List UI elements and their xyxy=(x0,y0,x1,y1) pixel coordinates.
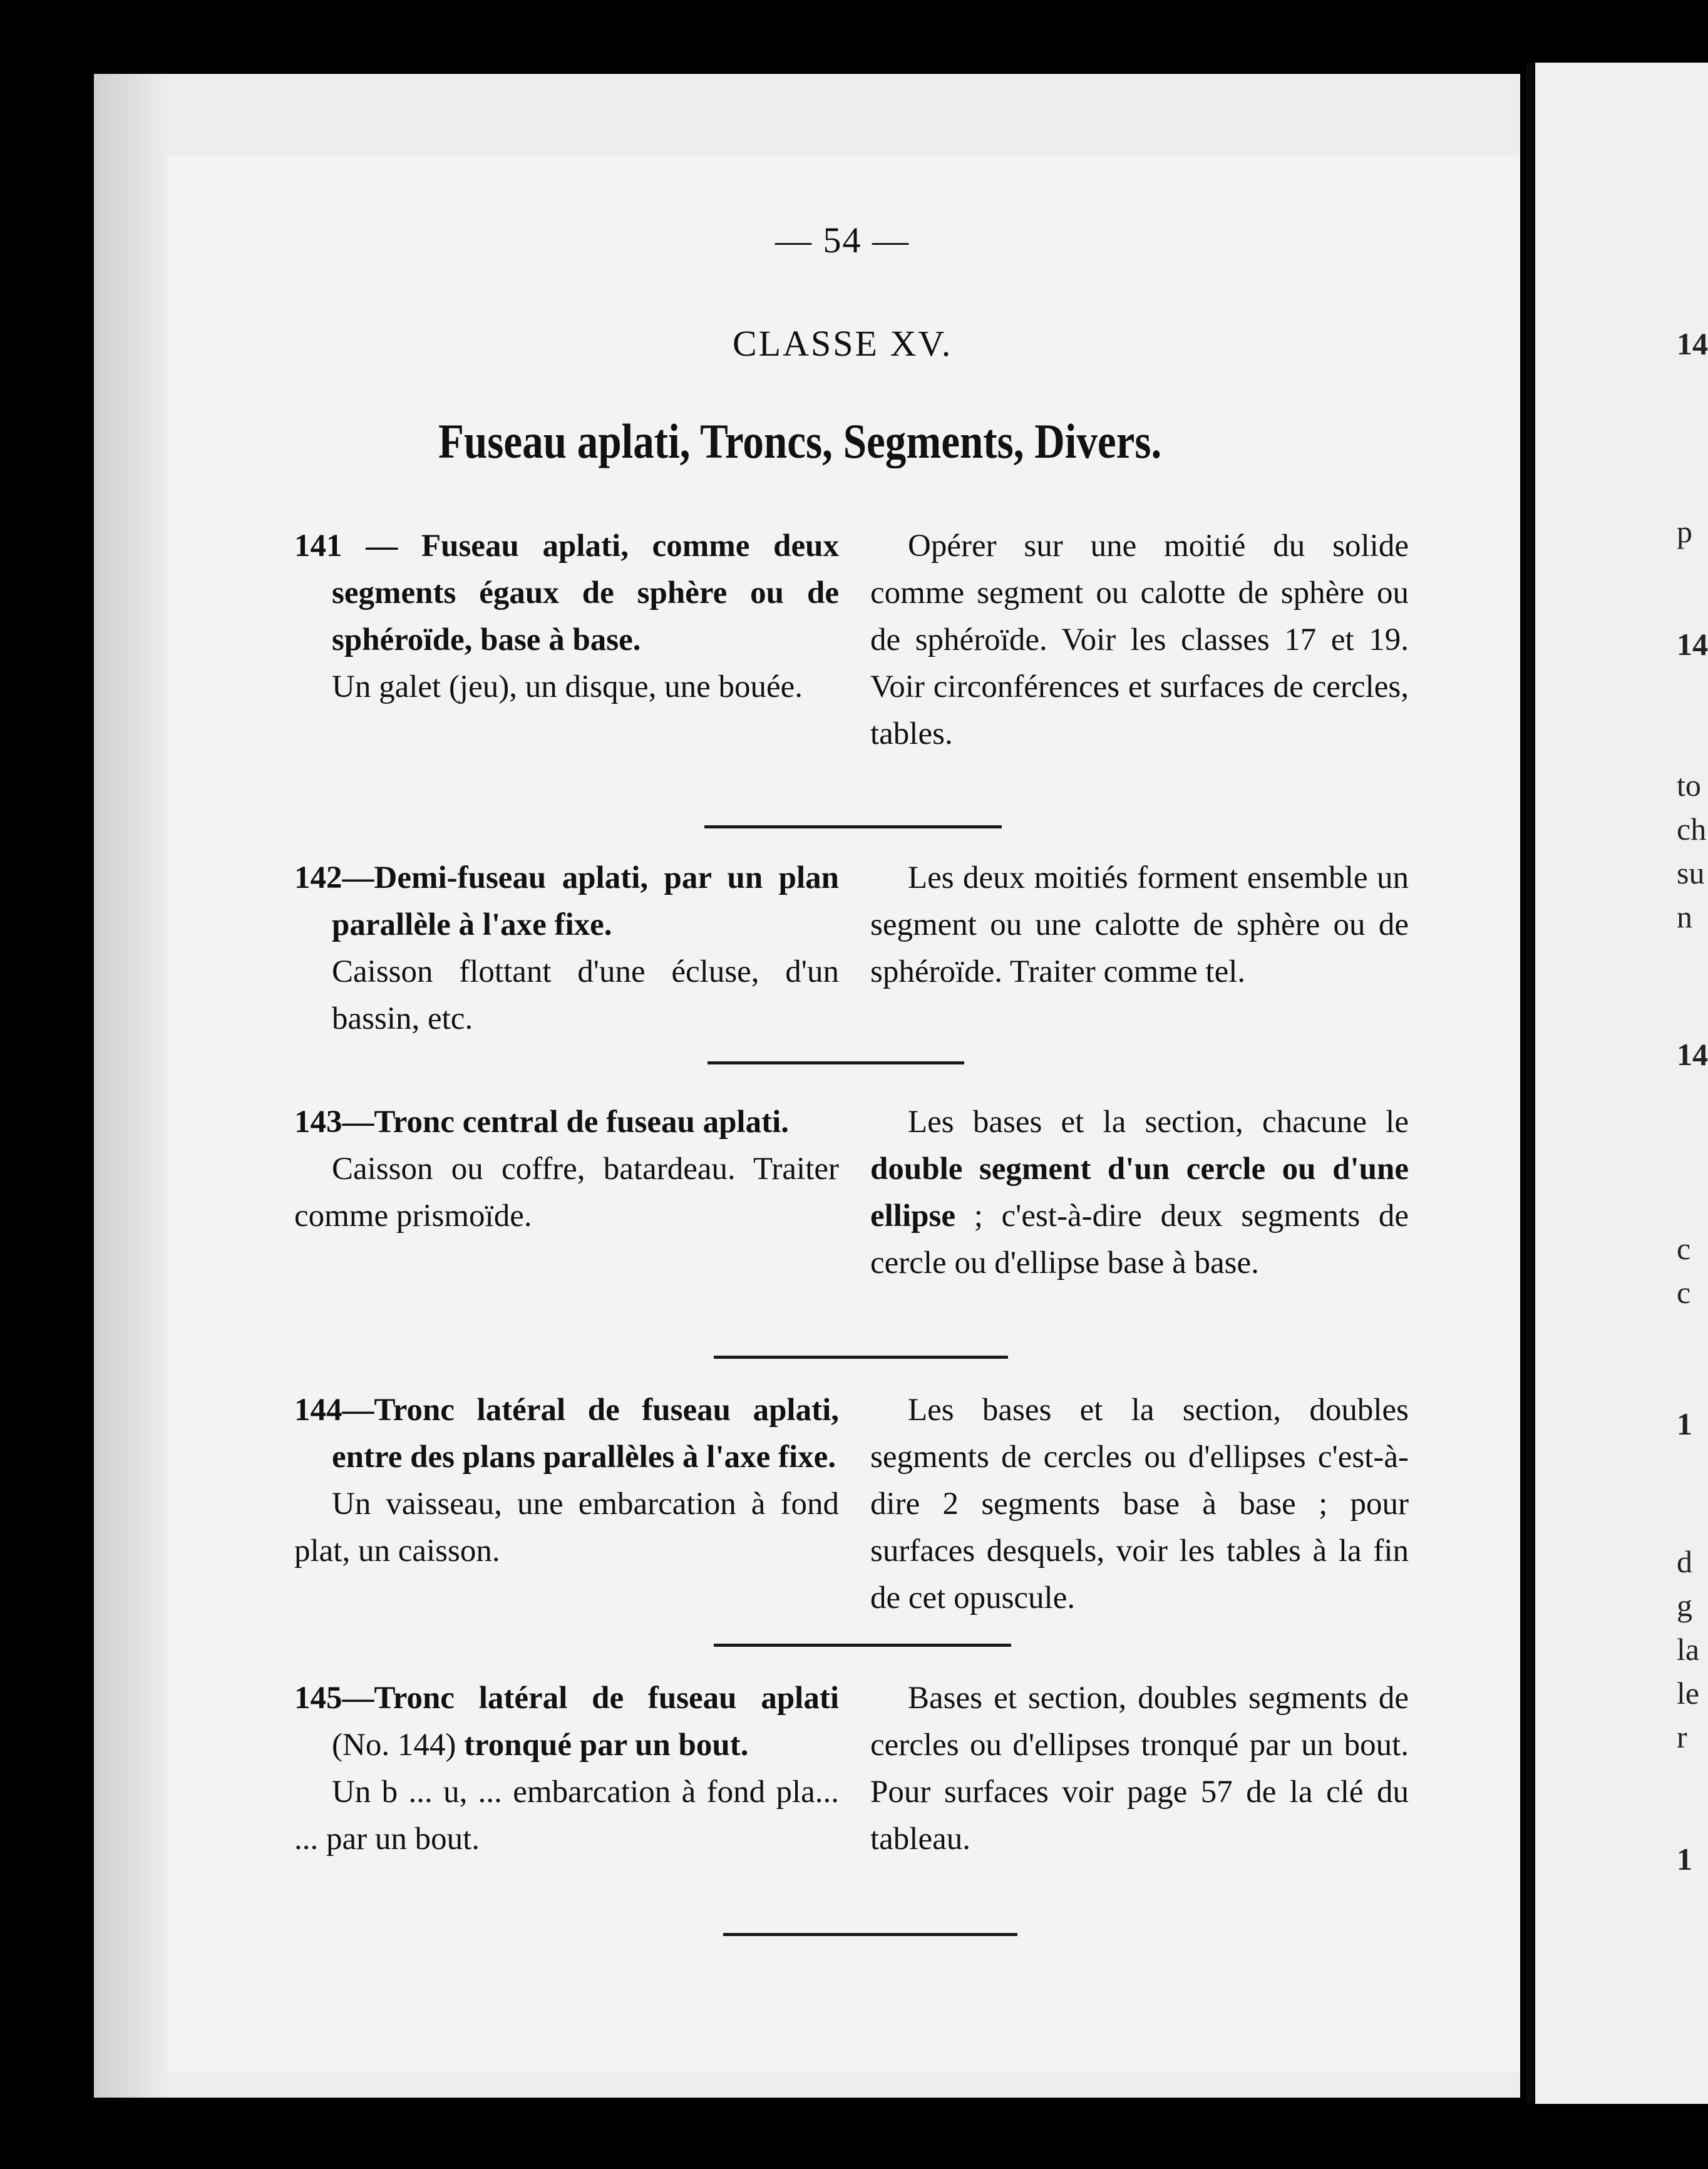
entry-description xyxy=(294,1387,839,1575)
entry-number: 143— xyxy=(294,1105,374,1140)
adjacent-fragment: 14 xyxy=(1677,326,1708,361)
adjacent-fragment: r xyxy=(1677,1719,1687,1754)
adjacent-fragment: c xyxy=(1677,1275,1691,1310)
entry-heading xyxy=(294,855,839,949)
section-divider xyxy=(704,825,1002,828)
adjacent-fragment: p xyxy=(1677,514,1692,549)
adjacent-fragment: 1 xyxy=(1677,1842,1692,1877)
entry-note: Les deux moitiés forment ensemble un segment ou une calotte de sphère ou de sphéroïde. Traiter comme tel. xyxy=(870,860,1409,989)
entry-title: Tronc central de fuseau aplati. xyxy=(374,1105,790,1140)
entry-note: Les bases et la section, doubles segments de cercles ou d'ellipses c'est-à-dire 2 segments base à base ; pour surfaces desquels, voir les tables à la fin de cet opuscule. xyxy=(870,1393,1409,1615)
adjacent-fragment: 1 xyxy=(1677,1406,1692,1441)
book-spine xyxy=(1526,63,1534,2104)
entry-143 xyxy=(294,1099,1471,1337)
entry-note: Opérer sur une moitié du solide comme segment ou calotte de sphère ou de sphéroïde. Voir les classes 17 et 19. Voir circonférences et surfaces de cercles, tables. xyxy=(870,528,1409,751)
entry-note-text: Les bases et la section, chacune le xyxy=(908,1105,1409,1140)
entry-note: Bases et section, doubles segments de cercles ou d'ellipses tronqué par un bout. Pour surfaces voir page 57 de la clé du tableau. xyxy=(870,1681,1409,1857)
adjacent-fragment: ch xyxy=(1677,811,1707,847)
entry-number: 145— xyxy=(294,1681,374,1716)
entry-number: 144— xyxy=(294,1393,374,1428)
entry-number: 141 — xyxy=(294,528,398,564)
adjacent-fragment: d xyxy=(1677,1544,1692,1579)
entry-142 xyxy=(294,855,1471,1043)
entry-example: Un galet (jeu), un disque, une bouée. xyxy=(332,669,803,704)
entry-141 xyxy=(294,523,1471,823)
adjacent-fragment: g xyxy=(1677,1588,1692,1623)
adjacent-fragment: 14 xyxy=(1677,627,1708,662)
adjacent-fragment: la xyxy=(1677,1632,1700,1667)
adjacent-page-edge xyxy=(1535,63,1708,2104)
entry-title: Tronc latéral de fuseau aplati xyxy=(374,1681,839,1716)
entry-example: Caisson flottant d'une écluse, d'un bassin, etc. xyxy=(332,954,839,1036)
entry-title: Tronc latéral de fuseau aplati, entre des plans parallèles à l'axe fixe. xyxy=(332,1393,839,1475)
binding-shadow xyxy=(94,74,169,2098)
adjacent-fragment: c xyxy=(1677,1231,1691,1266)
section-divider xyxy=(714,1644,1011,1647)
entry-reference: (No. 144) xyxy=(332,1728,465,1763)
entry-example: Caisson ou coffre, batardeau. Traiter comme prismoïde. xyxy=(294,1151,839,1234)
entry-heading xyxy=(294,1675,839,1769)
section-divider xyxy=(723,1933,1017,1936)
entry-title: Demi-fuseau aplati, par un plan parallèle à l'axe fixe. xyxy=(332,860,839,942)
page-title: Fuseau aplati, Troncs, Segments, Divers. xyxy=(438,414,1162,468)
adjacent-fragment: n xyxy=(1677,899,1692,934)
entry-description xyxy=(294,1099,839,1240)
scan-border-top xyxy=(0,0,1708,75)
class-heading: CLASSE XV. xyxy=(733,323,953,364)
section-divider xyxy=(714,1356,1008,1359)
entry-heading xyxy=(294,1387,839,1481)
entry-144 xyxy=(294,1387,1471,1631)
entry-note-emphasis: double segment d'un cercle ou d'une ellipse xyxy=(870,1151,1409,1234)
entry-145 xyxy=(294,1675,1471,1925)
entry-number: 142— xyxy=(294,860,374,895)
entry-title: Fuseau aplati, comme deux segments égaux de sphère ou de sphéroïde, base à base. xyxy=(332,528,839,657)
entry-heading xyxy=(294,523,839,664)
entry-description xyxy=(294,1675,839,1863)
entry-example: Un b ... u, ... embarcation à fond pla... ... par un bout. xyxy=(294,1775,839,1857)
entry-description xyxy=(294,855,839,1043)
adjacent-fragment: su xyxy=(1677,855,1705,890)
entry-description xyxy=(294,523,839,711)
adjacent-fragment: 14 xyxy=(1677,1037,1708,1072)
section-divider xyxy=(707,1061,964,1064)
entry-note xyxy=(870,1099,1409,1287)
page-number: — 54 — xyxy=(775,220,910,260)
adjacent-fragment: to xyxy=(1677,768,1701,803)
adjacent-fragment: le xyxy=(1677,1676,1700,1711)
entry-note-text: ; c'est-à-dire deux segments de cercle ou d'ellipse base à base. xyxy=(870,1198,1409,1280)
entry-example: Un vaisseau, une embarcation à fond plat, un caisson. xyxy=(294,1486,839,1569)
entry-title-continued: tronqué par un bout. xyxy=(464,1728,749,1763)
entry-heading xyxy=(294,1099,839,1146)
